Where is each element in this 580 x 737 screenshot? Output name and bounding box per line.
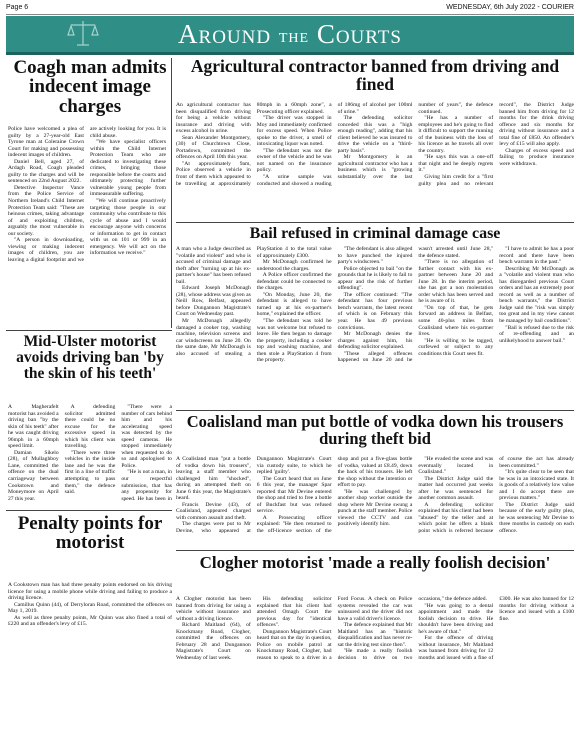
article-paragraph: A man who a Judge described as "volatile and violent" and who is accused of criminal damage and theft after "turning up at his ex-partner's house" has been refused bail. [176,246,251,285]
article-paragraph: Giving him credit for a "first guilty plea and no relevant record", the District Judge banned him from driving for 12 months for the drink driving offence and six months for driving without insurance and a total fine of £850. An offender's levy of £15 will also apply. [418,102,574,187]
article-paragraph: Richard Maitland (64), of Knockmany Road, Clogher, committed the offences on February 28 and Dungannon Magistrate's Court on Wednesday of last week. [176,622,251,661]
article-paragraph: Francis Devine (43), of Coalisland, appeared charged with common assault and theft. [176,501,251,521]
coal-article [176,456,574,548]
article-paragraph: Police objected to bail "on the grounds that he is likely to fail to appear and the risk of further offending". [337,265,413,292]
article-paragraph: "He was going to a dental appointment and made the foolish decision to drive. He shouldn't have been driving and he's aware of that." [418,602,494,635]
article-paragraph: A Clogher motorist has been banned from driving for using a vehicle without insurance and without a driving licence. [176,596,251,622]
article-paragraph: Police have welcomed a plea of guilty by a 27-year-old East Tyrone man at Coleraine Crown Court for making and possessing indecent images of children. [8,126,84,159]
article-paragraph: A Prosecuting officer explained: "He then returned to the off-licence section of the shop and put a five-glass bottle of vodka, valued at £8.49, down the back of his trousers. He left the shop without the intention or effort to pay. [256,456,413,535]
coagh-article [8,126,166,330]
article-paragraph: Mr McDonagh allegedly damaged a cooker top, washing machine, television screens and car windscreens on June 20. On the same date, Mr McDonagh is also accused of stealing a PlayStation 4 to the total value of approximately £300. [176,246,332,357]
article-paragraph: As well as three penalty points, Mr Quinn was also fined a total of £220 and an offender's levy of £15. [8,614,172,628]
divider-horizontal [6,330,172,331]
top-bar [6,2,574,15]
article-paragraph: "He is willing to be tagged, curfewed or subject to any conditions this Court sees fit. [418,337,494,357]
article-paragraph: Damian Sikelo (28), of Mullaghboy Lane, committed the offence on the dual carriageway between Cookstown and Moneymore on April 27 this year. [8,449,59,502]
coal-headline: Coalisland man put bottle of vodka down his trousers during theft bid [186,412,564,448]
article-paragraph: "At approximately 9am, Police observed a vehicle in front of them which appeared to be travelling at approximately 80mph in a 60mph zone", a Prosecuting officer explained. [176,102,332,187]
article-paragraph: "I have to admit he has a poor record and there have been bench warrants in the past." [499,246,574,266]
issue-date: WEDNESDAY, 6th July 2022 - COURIER [446,4,574,11]
article-paragraph: "Bail is refused due to the risk of re-offending and an unlikelyhood to answer bail." [499,324,574,344]
article-paragraph: The charges were put to Mr Devine, who appeared at Dungannon Magistrate's Court via custody suite, to which he replied 'guilty'. [176,456,332,535]
article-paragraph: A Cookstown man has had three penalty points endorsed on his driving licence for using a mobile phone while driving and failing to produce a driving licence. [8,582,172,602]
article-paragraph: "He was challenged by another shop worker outside the shop where Mr Devine swung a punch at the staff member. Police viewed the CCTV and can positively identify him. [337,488,413,528]
article-paragraph: "There were a number of cars behind him and his accelerating speed was detected by the speed cameras. He stopped immediately when requested to do so and apologised to Police. [121,404,172,469]
article-paragraph: A Magherafelt motorist has avoided a driving ban "by the skin of his teeth" after he was caught driving 96mph in a 60mph speed limit. [8,404,59,450]
bail-headline: Bail refused in criminal damage case [249,225,501,242]
article-paragraph: Mr McDonagh denies the charges against him, his defending solicitor explained. [337,331,413,351]
agri-article [176,102,574,222]
article-paragraph: Daniel Bell, aged 27, of Ardagh Road, Coagh pleaded guilty to the charges and will be sentenced on 22nd August 2022. [8,158,84,185]
article-paragraph: "He is not a man, in our respectful submission, that has any propensity for speed. He has been in [121,469,172,502]
title-word-around: Around [178,19,272,49]
article-paragraph: The Court heard that on June 6 this year, the manager Spar reported that Mr Devine entered the shop and tried to free a bottle of Buckfast but was refused service. [256,475,332,515]
article-paragraph: Charges of excess speed and failing to produce insurance were withdrawn. [499,147,574,167]
article-paragraph: "A person in downloading, viewing or making indecent images of children, you are leaving a digital footprint and we are actively looking for you. It is child abuse. [8,126,166,263]
bail-article [176,246,574,410]
penalty-headline: Penalty points for motorist [17,513,163,554]
ulster-headline: Mid-Ulster motorist avoids driving ban 'by the skin of his teeth' [16,333,164,382]
article-paragraph: The defending solicitor conceded this was a "high enough reading", adding that his client believed he was insured to drive the vehicle on a "third-party basis". [337,115,413,154]
divider-horizontal [176,222,574,223]
article-paragraph: "On top of that, he gets forward an address in Belfast, some 40-plus miles from Coalisland where his ex-partner lives. [418,304,494,338]
divider-horizontal [176,550,574,551]
article-paragraph: Camillus Quinn (44), of Derryloran Road, committed the offences on May 1, 2019. [8,601,172,615]
article-paragraph: The officer continued: "The defendant has four previous bench warrants, the latest recent of which is on February this year. He has 49 previous convictions. [337,291,413,331]
article-paragraph: Sean Alexander Montgomery, (30) of Churchtown Close, Portadown, committed the offences on April 10th this year. [176,134,251,161]
article-paragraph: "A urine sample was conducted and showed a reading of 186mg of alcohol per 100ml of urine." [256,102,413,187]
article-paragraph: "On Monday, June 20, the defendant is alleged to have turned up at his ex-partner's home," explained the officer. [256,291,332,318]
article-paragraph: "He made a really foolish decision to drive on two occasions," the defence added. [337,596,487,661]
article-paragraph: "It's quite clear to be seen that he was in an intoxicated state. It is goods of a relatively low value and I do accept there are previous matters." [499,469,574,502]
article-paragraph: "He has a number of employees and he's going to find it difficult to support the running of the business with the loss of his licence as he travels all over the country. [418,115,494,154]
article-paragraph: The defence explained that Mr Maitland has an "historic disqualification and has never re-sat the driving test since then". [337,622,413,648]
divider-vertical [171,58,172,328]
divider-horizontal [176,410,574,411]
penalty-article [8,582,172,648]
article-paragraph: Mr Montgomery is an agricultural contractor who has a business which is "growing substantially over the last number of years", the defence continued. [337,102,494,181]
clogher-article [176,596,574,732]
article-paragraph: A defending solicitor explained that his client had been "abused" by the teller and at which point he offers a blank point which is referred because of course the act has already been committed." [418,456,574,535]
section-banner [6,16,574,55]
article-paragraph: The District Judge said because of the early guilty plea, he was sentencing Mr Devine to three months in custody on each offence. [499,501,574,535]
article-paragraph: Dungannon Magistrate's Court heard that on the day in question, Police on mobile patrol at Knockmany Road, Clogher, had reason to speak to a driver in a Ford Focus. A check on Police systems revealed the car was uninsured and the driver did not have a valid driver's licence. [256,596,413,661]
article-paragraph: The District Judge said the matter had occurred just weeks after he was sentenced for another common assault. [418,475,494,502]
coagh-headline: Coagh man admits indecent image charges [13,57,167,117]
page-number: Page 6 [6,4,29,11]
article-paragraph: Detective Inspector Vance from the Police Service of Northern Ireland's Child Internet Protection Team said: "These are heinous crimes, taking advantage of and exploiting children, arguably the most vulnerable in our society. [8,184,84,237]
article-paragraph: His defending solicitor explained that his client had attended Omagh Court the previous day for "identical offences". [256,596,332,629]
article-paragraph: A Coalisland man "put a bottle of vodka down his trousers", leaving a staff member who challenged him "shocked", during an attempted theft on June 6 this year, the Magistrate's heard. [176,456,251,502]
ulster-article [8,404,172,508]
article-paragraph: "There is no allegation of further contact with his ex-partner between June 20 and June 28. In the interim period, she has got a non molestation order which has been served and he is aware of it. [418,259,494,305]
article-paragraph: A defending solicitor admitted there could be no excuse for the excessive speed in which his client was travelling. [64,404,116,450]
clogher-headline: Clogher motorist 'made a really foolish decision' [199,553,551,572]
article-paragraph: "The defendant was told he was not welcome but refused to leave. He then began to damage the property, including a cooker top and washing machine, and then stole a PlayStation 4 from the property. [256,318,332,364]
article-paragraph: Describing Mr McDonagh as a "volatile and violent man who has disregarded previous Court orders and has an extremely poor record as well as a number of bench warrants," the District Judge said the "risk was simply too great and in my view cannot be managed by bail conditions". [499,265,574,325]
article-paragraph: For the offence of driving without insurance, Mr Maitland was banned from driving for 12 months and issued with a fine of £300. He was also banned for 12 months for driving without a licence and issued with a £100 fine. [418,596,574,661]
article-paragraph: "These alleged offences happened on June 20 and he wasn't arrested until June 28," the defence stated. [337,246,494,364]
article-paragraph: A Police officer confirmed the defendant could be connected to the charges. [256,272,332,292]
article-paragraph: "He says this was a one-off that night and he deeply regrets it." [418,154,494,174]
title-word-courts: Courts [316,19,402,49]
article-paragraph: Edward Joseph McDonagh (28), whose address was given as Neill Row, Belfast, appeared before Dungannon Magistrate's Court on Wednesday past. [176,285,251,318]
divider-horizontal [6,510,172,511]
article-paragraph: "He evaded the scene and was eventually located in Coalisland." [418,456,494,476]
agri-headline: Agricultural contractor banned from driving and fined [190,56,560,94]
section-title [6,20,574,50]
title-word-the: the [278,25,310,47]
article-paragraph: An agricultural contractor has been disqualified from driving for being a vehicle without insurance and driving with excess alcohol in urine. [176,102,251,135]
article-paragraph: "The defendant was not the owner of the vehicle and he was not named on the insurance policy. [256,147,332,174]
article-paragraph: "We will continue proactively targeting those people in our community who contribute to this cycle of abuse and I would encourage anyone with concerns or information to get in contact with us on 101 or 999 in an emergency. We will act on the information we receive." [90,198,166,257]
article-paragraph: Mr McDonagh confirmed he understood the charges. [256,259,332,272]
article-paragraph: "The driver was stopped in Moy and immediately confirmed for excess speed. When Police spoke to the driver, a smell of intoxicating liquor was noted. [256,115,332,148]
article-paragraph: "There were three vehicles in the inside lane and he was the first in a line of traffic attempting to pass them," the defence said. [64,449,116,496]
article-paragraph: "We have specialist officers within the Child Internet Protection Team who are dedicated to investigating these crimes, bringing those responsible before the courts and ultimately protecting further vulnerable young people from immeasurable suffering. [90,139,166,198]
article-paragraph: "The defendant is also alleged to have punched the injured party's windscreen." [337,246,413,266]
